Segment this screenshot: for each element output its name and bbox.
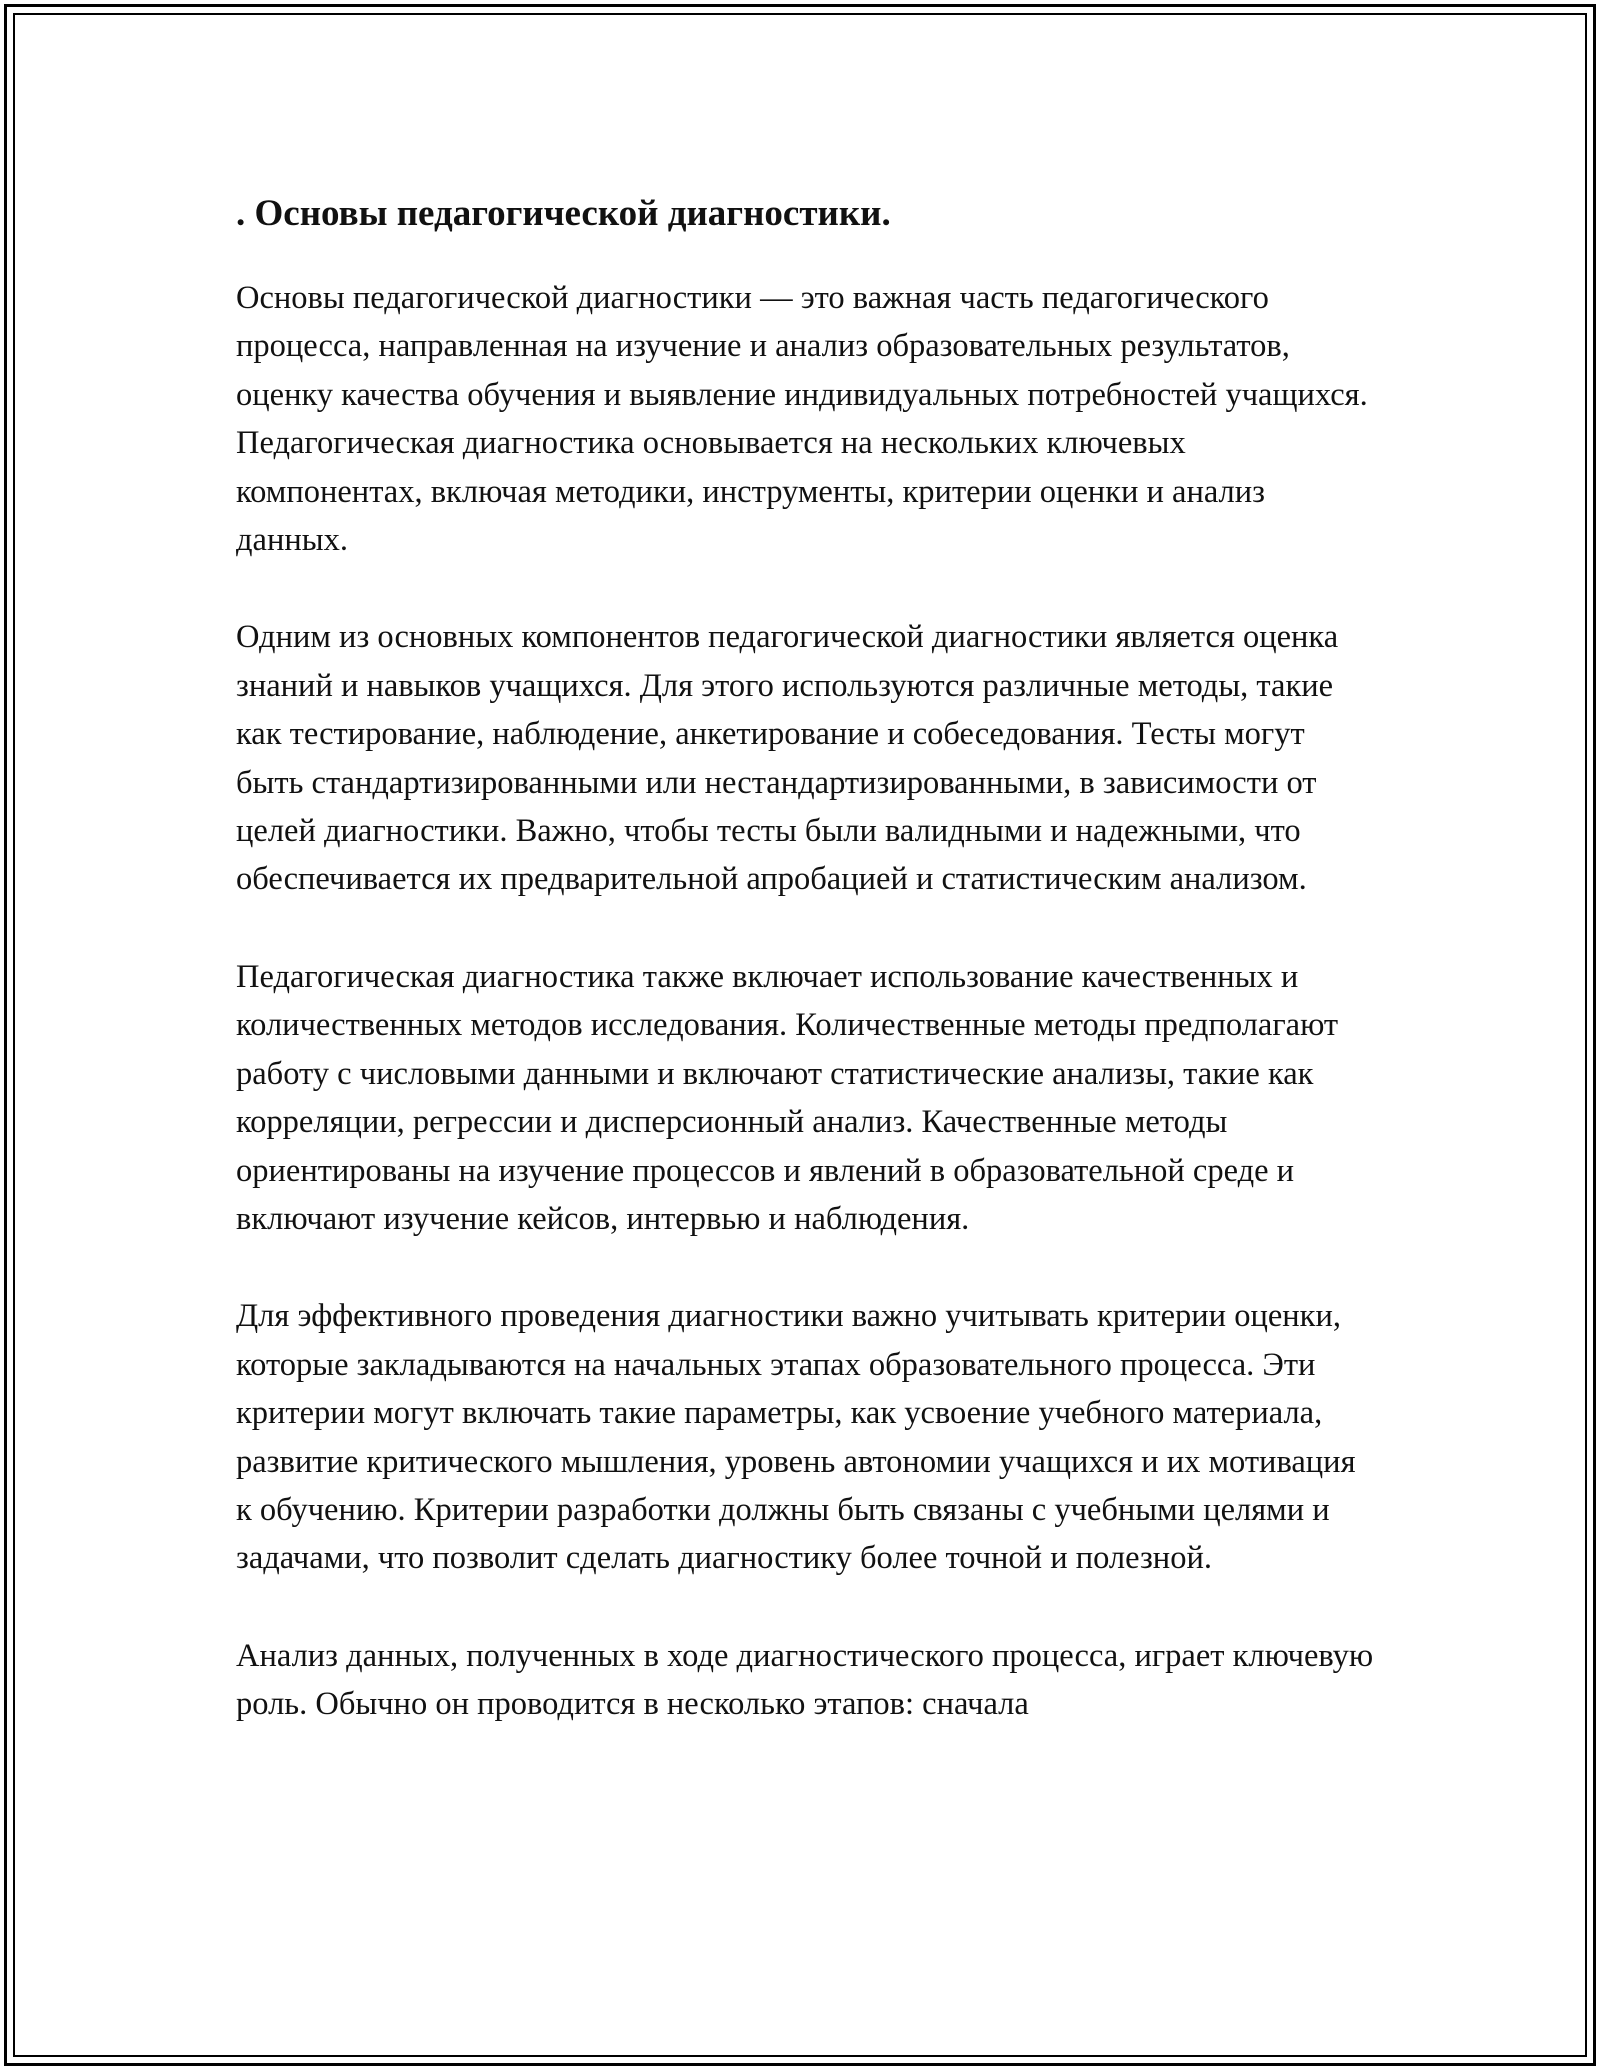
paragraph-1: Основы педагогической диагностики — это важная часть педагогического процесса, направленная на изучение и анализ образовательных результатов, оценку качества обучения и выявление индивидуальных потребностей учащихся. Педагогическая диагностика основывается на нескольких ключевых компонентах, включая методики, инструменты, критерии оценки и анализ данных. (236, 280, 1368, 559)
paragraph-4: Для эффективного проведения диагностики важно учитывать критерии оценки, которые закладываются на начальных этапах образовательного процесса. Эти критерии могут включать такие параметры, как усвоение учебного материала, развитие критического мышления, уровень автономии учащихся и их мотивация к обучению. Критерии разработки должны быть связаны с учебными целями и задачами, что позволит сделать диагностику более точной и полезной. (236, 1298, 1356, 1577)
document-body (236, 188, 1376, 1729)
paragraph-5: Анализ данных, полученных в ходе диагностического процесса, играет ключевую роль. Обычно он проводится в несколько этапов: сначала (236, 1637, 1374, 1723)
paragraph-3: Педагогическая диагностика также включает использование качественных и количественных методов исследования. Количественные методы предполагают работу с числовыми данными и включают статистические анализы, такие как корреляции, регрессии и дисперсионный анализ. Качественные методы ориентированы на изучение процессов и явлений в образовательной среде и включают изучение кейсов, интервью и наблюдения. (236, 958, 1339, 1237)
page-title: . Основы педагогической диагностики. (236, 193, 891, 234)
paragraph-2: Одним из основных компонентов педагогической диагностики является оценка знаний и навыков учащихся. Для этого используются различные методы, такие как тестирование, наблюдение, анкетирование и собеседования. Тесты могут быть стандартизированными или нестандартизированными, в зависимости от целей диагностики. Важно, чтобы тесты были валидными и надежными, что обеспечивается их предварительной апробацией и статистическим анализом. (236, 619, 1339, 898)
